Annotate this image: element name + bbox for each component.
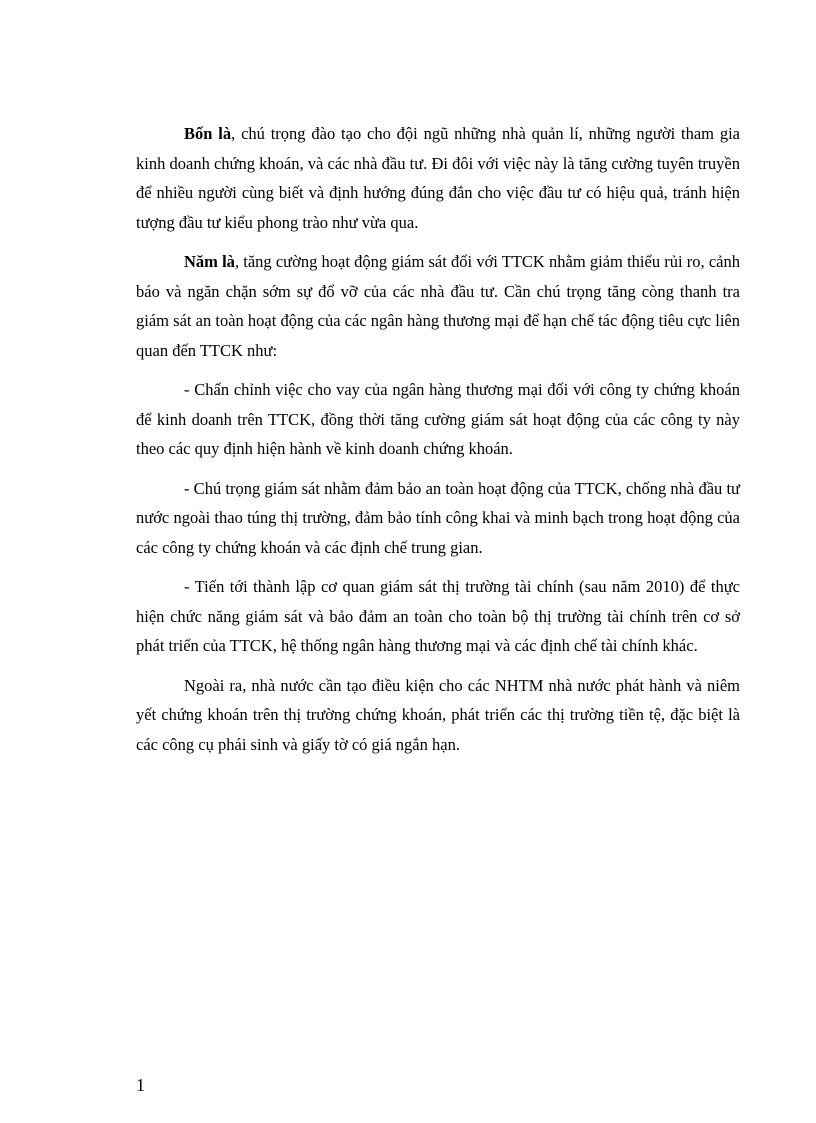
paragraph-text: , tăng cường hoạt động giám sát đối với TTCK nhằm giảm thiểu rủi ro, cảnh báo và ngăn chặn sớm sự đổ vỡ của các nhà đầu tư. Cần chú trọng tăng còng thanh tra giám sát an toàn hoạt động của các ngân hàng thương mại để hạn chế tác động tiêu cực liên quan đến TTCK như: — [136, 252, 740, 360]
paragraph-text: - Chú trọng giám sát nhằm đảm bảo an toàn hoạt động của TTCK, chống nhà đầu tư nước ngoài thao túng thị trường, đảm bảo tính công khai và minh bạch trong hoạt động của các công ty chứng khoán và các định chế trung gian. — [136, 478, 740, 557]
bullet-paragraph-1 — [136, 375, 740, 464]
paragraph-bon-la — [136, 119, 740, 237]
bullet-paragraph-2 — [136, 474, 740, 563]
document-body — [136, 119, 740, 769]
page-number: 1 — [136, 1075, 145, 1095]
paragraph-text: Ngoài ra, nhà nước cần tạo điều kiện cho các NHTM nhà nước phát hành và niêm yết chứng khoán trên thị trường chứng khoán, phát triển các thị trường tiền tệ, đặc biệt là các công cụ phái sinh và giấy tờ có giá ngắn hạn. — [136, 675, 740, 754]
bullet-paragraph-3 — [136, 572, 740, 661]
paragraph-nam-la — [136, 247, 740, 365]
closing-paragraph — [136, 671, 740, 760]
paragraph-lead: Bốn là — [184, 124, 232, 143]
paragraph-text: , chú trọng đào tạo cho đội ngũ những nhà quản lí, những người tham gia kinh doanh chứng khoán, và các nhà đầu tư. Đi đôi với việc này là tăng cường tuyên truyền để nhiều người cùng biết và định hướng đúng đắn cho việc đầu tư có hiệu quả, tránh hiện tượng đầu tư kiểu phong trào như vừa qua. — [136, 124, 740, 232]
paragraph-text: - Tiến tới thành lập cơ quan giám sát thị trường tài chính (sau năm 2010) để thực hiện chức năng giám sát và bảo đảm an toàn cho toàn bộ thị trường tài chính trên cơ sở phát triển của TTCK, hệ thống ngân hàng thương mại và các định chế tài chính khác. — [136, 577, 740, 655]
paragraph-lead: Năm là — [184, 252, 235, 271]
paragraph-text: - Chấn chỉnh việc cho vay của ngân hàng thương mại đối với công ty chứng khoán để kinh doanh trên TTCK, đồng thời tăng cường giám sát hoạt động của các công ty này theo các quy định hiện hành về kinh doanh chứng khoán. — [136, 380, 740, 458]
